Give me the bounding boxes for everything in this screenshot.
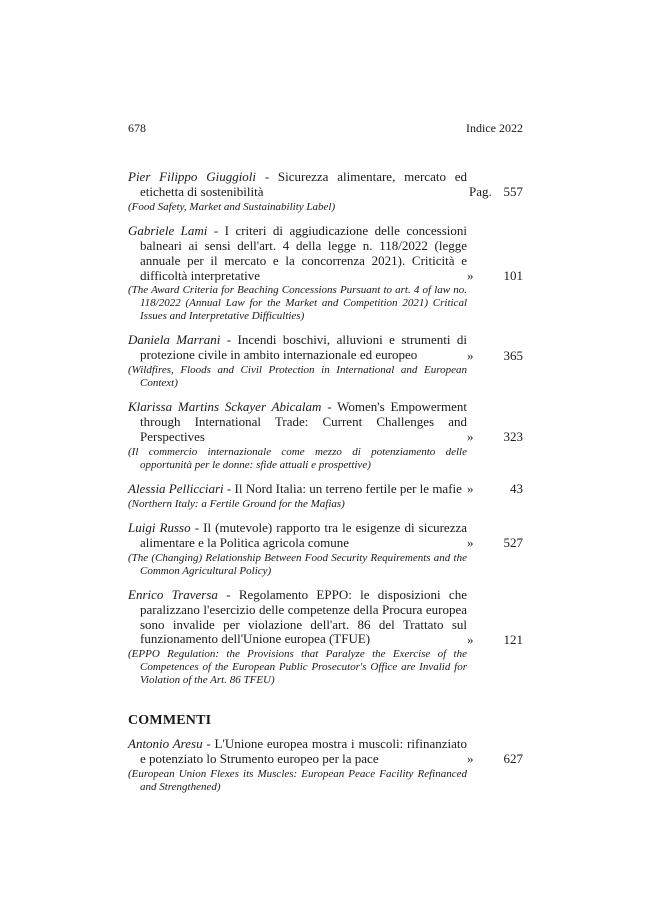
toc-entry xyxy=(128,482,523,511)
entry-page-ref xyxy=(467,536,523,551)
entry-heading: Luigi Russo - Il (mutevole) rapporto tra le esigenze di sicurezza alimentare e la Politica agricola comune xyxy=(128,519,467,550)
page-prefix: » xyxy=(467,751,474,767)
entry-title: Regolamento EPPO: le disposizioni che paralizzano l'esercizio delle competenze della Procura europea sono invalide per violazione dell'art. 86 del Trattato sul funzionamento dell'Unione europea (TFUE) xyxy=(140,586,467,647)
page-number-ref: 365 xyxy=(503,347,523,363)
toc-entry xyxy=(128,521,523,578)
entry-page-ref xyxy=(467,269,523,284)
entry-translation: (Il commercio internazionale come mezzo di potenziamento delle opportunità per le donne: sfide attuali e prospettive) xyxy=(128,445,467,471)
page-number-ref: 43 xyxy=(510,481,523,497)
toc-entry xyxy=(128,224,523,324)
entry-author: Antonio Aresu xyxy=(128,736,203,752)
entry-author: Daniela Marrani xyxy=(128,332,221,348)
page-prefix: » xyxy=(467,481,474,497)
page-prefix: » xyxy=(467,534,474,550)
entry-translation: (EPPO Regulation: the Provisions that Paralyze the Exercise of the Competences of the European Public Prosecutor's Office are Invalid for Violation of the Art. 86 TFEU) xyxy=(128,648,467,687)
entry-heading: Gabriele Lami - I criteri di aggiudicazione delle concessioni balneari ai sensi dell'art. 4 della legge n. 118/2022 (legge annuale per il mercato e la concorrenza 2021). Criticità e difficoltà interpretative xyxy=(128,222,467,283)
entry-title: Sicurezza alimentare, mercato ed etichetta di sostenibilità xyxy=(140,169,467,199)
entry-translation: (Food Safety, Market and Sustainability Label) xyxy=(128,200,336,213)
entry-title: L'Unione europea mostra i muscoli: rifinanziato e potenziato lo Strumento europeo per la pace xyxy=(140,736,467,767)
page-number-ref: 121 xyxy=(503,631,523,647)
entry-heading: Daniela Marrani - Incendi boschivi, alluvioni e strumenti di protezione civile in ambito internazionale ed europeo xyxy=(128,332,467,363)
entry-author: Klarissa Martins Sckayer Abicalam xyxy=(128,399,322,415)
page-prefix: » xyxy=(467,429,474,445)
entry-translation: (The (Changing) Relationship Between Food Security Requirements and the Common Agricultural Policy) xyxy=(128,551,467,577)
entry-author: Pier Filippo Giuggioli xyxy=(128,169,257,184)
toc-entry xyxy=(128,400,523,472)
toc-entry xyxy=(128,737,523,794)
entry-author: Gabriele Lami xyxy=(128,222,208,238)
running-title: Indice 2022 xyxy=(466,121,523,135)
page-number-ref: 101 xyxy=(503,267,523,283)
page-number-ref: 557 xyxy=(503,184,523,200)
entry-page-ref xyxy=(467,430,523,445)
page-prefix: Pag. xyxy=(469,184,492,200)
entry-page-ref xyxy=(467,752,523,767)
entry-heading: Alessia Pellicciari - Il Nord Italia: un terreno fertile per le mafie xyxy=(128,480,462,496)
entry-heading: Klarissa Martins Sckayer Abicalam - Women's Empowerment through International Trade: Current Challenges and Perspectives xyxy=(128,399,467,445)
toc-entry xyxy=(128,588,523,688)
entry-translation: (The Award Criteria for Beaching Concessions Pursuant to art. 4 of law no. 118/2022 (Annual Law for the Market and Competition 2021) Critical Issues and Interpretative Difficulties) xyxy=(128,284,467,323)
entry-author: Luigi Russo xyxy=(128,519,191,535)
toc-entry xyxy=(128,170,523,214)
entry-title: Il Nord Italia: un terreno fertile per le mafie xyxy=(234,480,462,496)
entry-translation: (Wildfires, Floods and Civil Protection in International and European Context) xyxy=(128,364,467,390)
page-prefix: » xyxy=(467,347,474,363)
entry-author: Alessia Pellicciari xyxy=(128,480,224,496)
entry-page-ref xyxy=(467,633,523,648)
entry-translation: (European Union Flexes its Muscles: European Peace Facility Refinanced and Strengthened) xyxy=(128,768,467,794)
page-number-ref: 627 xyxy=(503,751,523,767)
table-of-contents xyxy=(128,170,523,804)
entry-author: Enrico Traversa xyxy=(128,586,218,602)
entry-title: I criteri di aggiudicazione delle concessioni balneari ai sensi dell'art. 4 della legge n. 118/2022 (legge annuale per il mercato e la concorrenza 2021). Criticità e difficoltà interpretative xyxy=(140,222,467,283)
entry-translation: (Northern Italy: a Fertile Ground for the Mafias) xyxy=(128,497,345,510)
page-prefix: » xyxy=(467,631,474,647)
entry-title: Il (mutevole) rapporto tra le esigenze di sicurezza alimentare e la Politica agricola comune xyxy=(140,519,467,550)
entry-page-ref xyxy=(467,482,523,497)
page-number: 678 xyxy=(128,121,146,135)
page-header xyxy=(128,121,523,137)
entry-page-ref xyxy=(467,349,523,364)
toc-entry xyxy=(128,333,523,390)
toc-main-list xyxy=(128,170,523,687)
page-number-ref: 527 xyxy=(503,534,523,550)
page-number-ref: 323 xyxy=(503,429,523,445)
entry-title: Incendi boschivi, alluvioni e strumenti di protezione civile in ambito internazionale ed europeo xyxy=(140,332,467,363)
entry-heading: Pier Filippo Giuggioli - Sicurezza alimentare, mercato ed etichetta di sostenibilità xyxy=(128,169,467,199)
entry-title: Women's Empowerment through International Trade: Current Challenges and Perspectives xyxy=(140,399,467,445)
toc-comments-list xyxy=(128,737,523,794)
section-heading-comments: COMMENTI xyxy=(128,713,212,729)
page-prefix: » xyxy=(467,267,474,283)
entry-heading: Enrico Traversa - Regolamento EPPO: le disposizioni che paralizzano l'esercizio delle competenze della Procura europea sono invalide per violazione dell'art. 86 del Trattato sul funzionamento dell'Unione europea (TFUE) xyxy=(128,586,467,647)
entry-page-ref xyxy=(469,185,523,200)
entry-heading: Antonio Aresu - L'Unione europea mostra i muscoli: rifinanziato e potenziato lo Strumento europeo per la pace xyxy=(128,736,467,767)
